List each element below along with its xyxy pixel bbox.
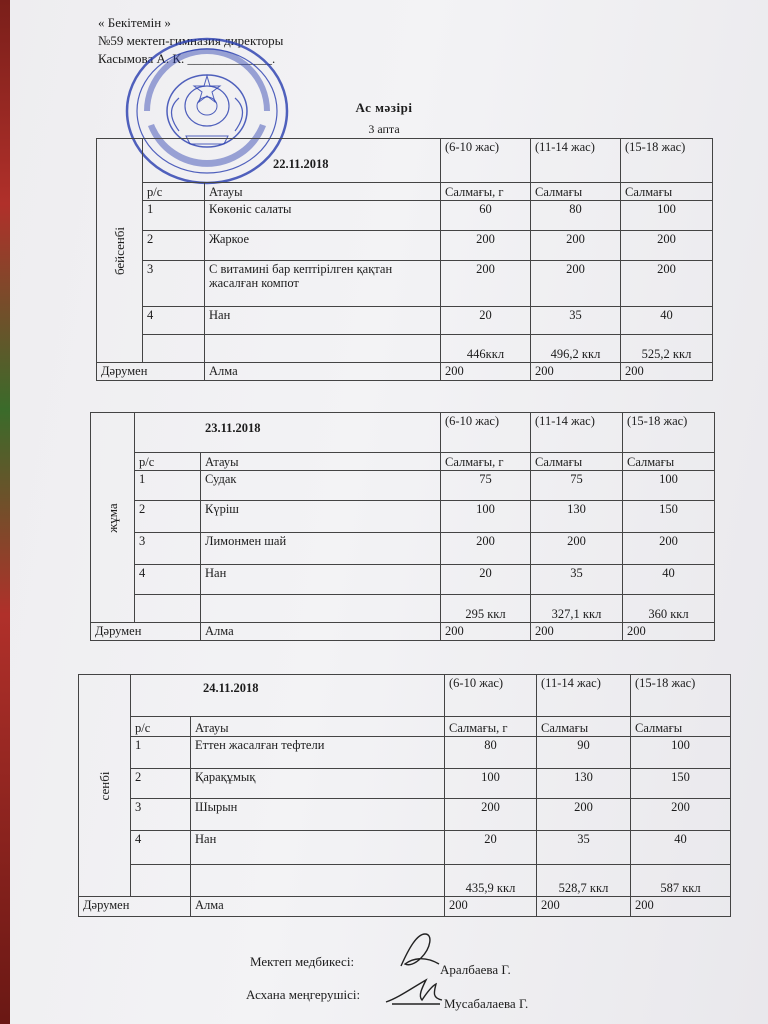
nurse-signature-icon xyxy=(395,928,445,974)
weight-value: 200 xyxy=(621,231,713,261)
menu-table-day-2 xyxy=(90,412,715,641)
weight-value: 200 xyxy=(537,799,631,831)
vitamin-value: 200 xyxy=(531,363,621,381)
table-row xyxy=(91,501,715,533)
dish-name: Нан xyxy=(201,565,441,595)
col-header-weight: Салмағы xyxy=(621,183,713,201)
table-row xyxy=(79,769,731,799)
col-header-weight: Салмағы xyxy=(537,717,631,737)
table-row xyxy=(97,231,713,261)
vitamin-value: 200 xyxy=(631,897,731,917)
weight-value: 200 xyxy=(531,231,621,261)
calorie-total: 528,7 ккл xyxy=(537,865,631,897)
totals-row xyxy=(97,335,713,363)
calorie-total: 327,1 ккл xyxy=(531,595,623,623)
row-number: 3 xyxy=(135,533,201,565)
col-header-weight: Салмағы, г xyxy=(445,717,537,737)
col-header-num: р/с xyxy=(131,717,191,737)
col-header-name: Атауы xyxy=(201,453,441,471)
day-cell xyxy=(91,413,135,623)
weight-value: 60 xyxy=(441,201,531,231)
weight-value: 20 xyxy=(445,831,537,865)
weight-value: 200 xyxy=(631,799,731,831)
weight-value: 100 xyxy=(623,471,715,501)
weight-value: 130 xyxy=(537,769,631,799)
day-label: сенбі xyxy=(96,771,112,800)
totals-row xyxy=(91,595,715,623)
background-strip xyxy=(0,0,10,1024)
age-group-header: (11-14 жас) xyxy=(531,413,623,453)
weight-value: 150 xyxy=(623,501,715,533)
dish-name: Судак xyxy=(201,471,441,501)
vitamin-value: 200 xyxy=(441,363,531,381)
calorie-total: 496,2 ккл xyxy=(531,335,621,363)
weight-value: 200 xyxy=(441,231,531,261)
weight-value: 80 xyxy=(531,201,621,231)
weight-value: 40 xyxy=(621,307,713,335)
date-cell: 24.11.2018 xyxy=(131,675,445,717)
approval-line-3: Касымова А. К. _____________. xyxy=(98,51,276,66)
day-cell xyxy=(79,675,131,897)
dish-name: Лимонмен шай xyxy=(201,533,441,565)
dish-name: Қарақұмық xyxy=(191,769,445,799)
vitamin-row xyxy=(79,897,731,917)
calorie-total: 587 ккл xyxy=(631,865,731,897)
weight-value: 100 xyxy=(631,737,731,769)
date-cell: 23.11.2018 xyxy=(135,413,441,453)
age-group-header: (6-10 жас) xyxy=(445,675,537,717)
calorie-total: 360 ккл xyxy=(623,595,715,623)
calorie-total: 295 ккл xyxy=(441,595,531,623)
weight-value: 200 xyxy=(441,533,531,565)
col-header-name: Атауы xyxy=(191,717,445,737)
age-group-header: (15-18 жас) xyxy=(631,675,731,717)
row-number: 1 xyxy=(131,737,191,769)
vitamin-label: Дәрумен xyxy=(97,363,205,381)
dish-name: Еттен жасалған тефтели xyxy=(191,737,445,769)
weight-value: 130 xyxy=(531,501,623,533)
date-cell: 22.11.2018 xyxy=(143,139,441,183)
vitamin-row xyxy=(91,623,715,641)
dish-name: Нан xyxy=(205,307,441,335)
menu-table-day-3 xyxy=(78,674,731,917)
age-group-header: (6-10 жас) xyxy=(441,413,531,453)
vitamin-label: Дәрумен xyxy=(91,623,201,641)
weight-value: 35 xyxy=(537,831,631,865)
weight-value: 150 xyxy=(631,769,731,799)
table-row xyxy=(97,201,713,231)
dish-name: С витамині бар кептірілген қақтан жасалған компот xyxy=(205,261,441,307)
age-group-header: (15-18 жас) xyxy=(623,413,715,453)
col-header-name: Атауы xyxy=(205,183,441,201)
canteen-head-title: Асхана меңгерушісі: xyxy=(246,987,361,1002)
row-number: 1 xyxy=(135,471,201,501)
row-number: 2 xyxy=(135,501,201,533)
weight-value: 20 xyxy=(441,565,531,595)
weight-value: 75 xyxy=(531,471,623,501)
calorie-total: 446ккл xyxy=(441,335,531,363)
day-cell xyxy=(97,139,143,363)
vitamin-value: 200 xyxy=(531,623,623,641)
weight-value: 100 xyxy=(441,501,531,533)
document-title: Ас мәзірі xyxy=(355,100,413,115)
weight-value: 80 xyxy=(445,737,537,769)
vitamin-name: Алма xyxy=(205,363,441,381)
vitamin-value: 200 xyxy=(441,623,531,641)
weight-value: 100 xyxy=(621,201,713,231)
table-row xyxy=(91,533,715,565)
weight-value: 100 xyxy=(445,769,537,799)
col-header-num: р/с xyxy=(143,183,205,201)
table-row xyxy=(97,307,713,335)
approval-line-2: №59 мектеп-гимназия директоры xyxy=(98,33,284,48)
weight-value: 90 xyxy=(537,737,631,769)
row-number: 1 xyxy=(143,201,205,231)
vitamin-name: Алма xyxy=(191,897,445,917)
table-row xyxy=(91,565,715,595)
day-label: бейсенбі xyxy=(111,226,127,275)
nurse-name: Аралбаева Г. xyxy=(440,962,511,977)
weight-value: 200 xyxy=(531,261,621,307)
weight-value: 35 xyxy=(531,565,623,595)
weight-value: 75 xyxy=(441,471,531,501)
week-label: 3 апта xyxy=(368,122,400,136)
col-header-num: р/с xyxy=(135,453,201,471)
vitamin-name: Алма xyxy=(201,623,441,641)
vitamin-value: 200 xyxy=(621,363,713,381)
vitamin-label: Дәрумен xyxy=(79,897,191,917)
age-group-header: (15-18 жас) xyxy=(621,139,713,183)
table-row xyxy=(79,831,731,865)
weight-value: 200 xyxy=(441,261,531,307)
col-header-weight: Салмағы, г xyxy=(441,453,531,471)
row-number: 2 xyxy=(143,231,205,261)
approval-line-1: « Бекітемін » xyxy=(98,15,171,30)
row-number: 4 xyxy=(135,565,201,595)
weight-value: 35 xyxy=(531,307,621,335)
row-number: 3 xyxy=(131,799,191,831)
weight-value: 40 xyxy=(623,565,715,595)
weight-value: 200 xyxy=(445,799,537,831)
row-number: 2 xyxy=(131,769,191,799)
menu-table-day-1 xyxy=(96,138,713,381)
col-header-weight: Салмағы xyxy=(531,453,623,471)
age-group-header: (6-10 жас) xyxy=(441,139,531,183)
weight-value: 20 xyxy=(441,307,531,335)
dish-name: Күріш xyxy=(201,501,441,533)
row-number: 3 xyxy=(143,261,205,307)
col-header-weight: Салмағы, г xyxy=(441,183,531,201)
weight-value: 200 xyxy=(621,261,713,307)
calorie-total: 435,9 ккл xyxy=(445,865,537,897)
nurse-title: Мектеп медбикесі: xyxy=(250,954,355,969)
table-row xyxy=(79,737,731,769)
vitamin-value: 200 xyxy=(445,897,537,917)
age-group-header: (11-14 жас) xyxy=(531,139,621,183)
dish-name: Нан xyxy=(191,831,445,865)
col-header-weight: Салмағы xyxy=(531,183,621,201)
dish-name: Көкөніс салаты xyxy=(205,201,441,231)
weight-value: 200 xyxy=(623,533,715,565)
row-number: 4 xyxy=(131,831,191,865)
table-row xyxy=(91,471,715,501)
vitamin-value: 200 xyxy=(623,623,715,641)
weight-value: 40 xyxy=(631,831,731,865)
vitamin-row xyxy=(97,363,713,381)
table-row xyxy=(97,261,713,307)
vitamin-value: 200 xyxy=(537,897,631,917)
dish-name: Жаркое xyxy=(205,231,441,261)
totals-row xyxy=(79,865,731,897)
col-header-weight: Салмағы xyxy=(623,453,715,471)
col-header-weight: Салмағы xyxy=(631,717,731,737)
day-label: жұма xyxy=(104,502,120,533)
weight-value: 200 xyxy=(531,533,623,565)
canteen-head-name: Мусабалаева Г. xyxy=(444,996,529,1011)
calorie-total: 525,2 ккл xyxy=(621,335,713,363)
row-number: 4 xyxy=(143,307,205,335)
age-group-header: (11-14 жас) xyxy=(537,675,631,717)
table-row xyxy=(79,799,731,831)
dish-name: Шырын xyxy=(191,799,445,831)
canteen-head-signature-icon xyxy=(382,974,446,1010)
